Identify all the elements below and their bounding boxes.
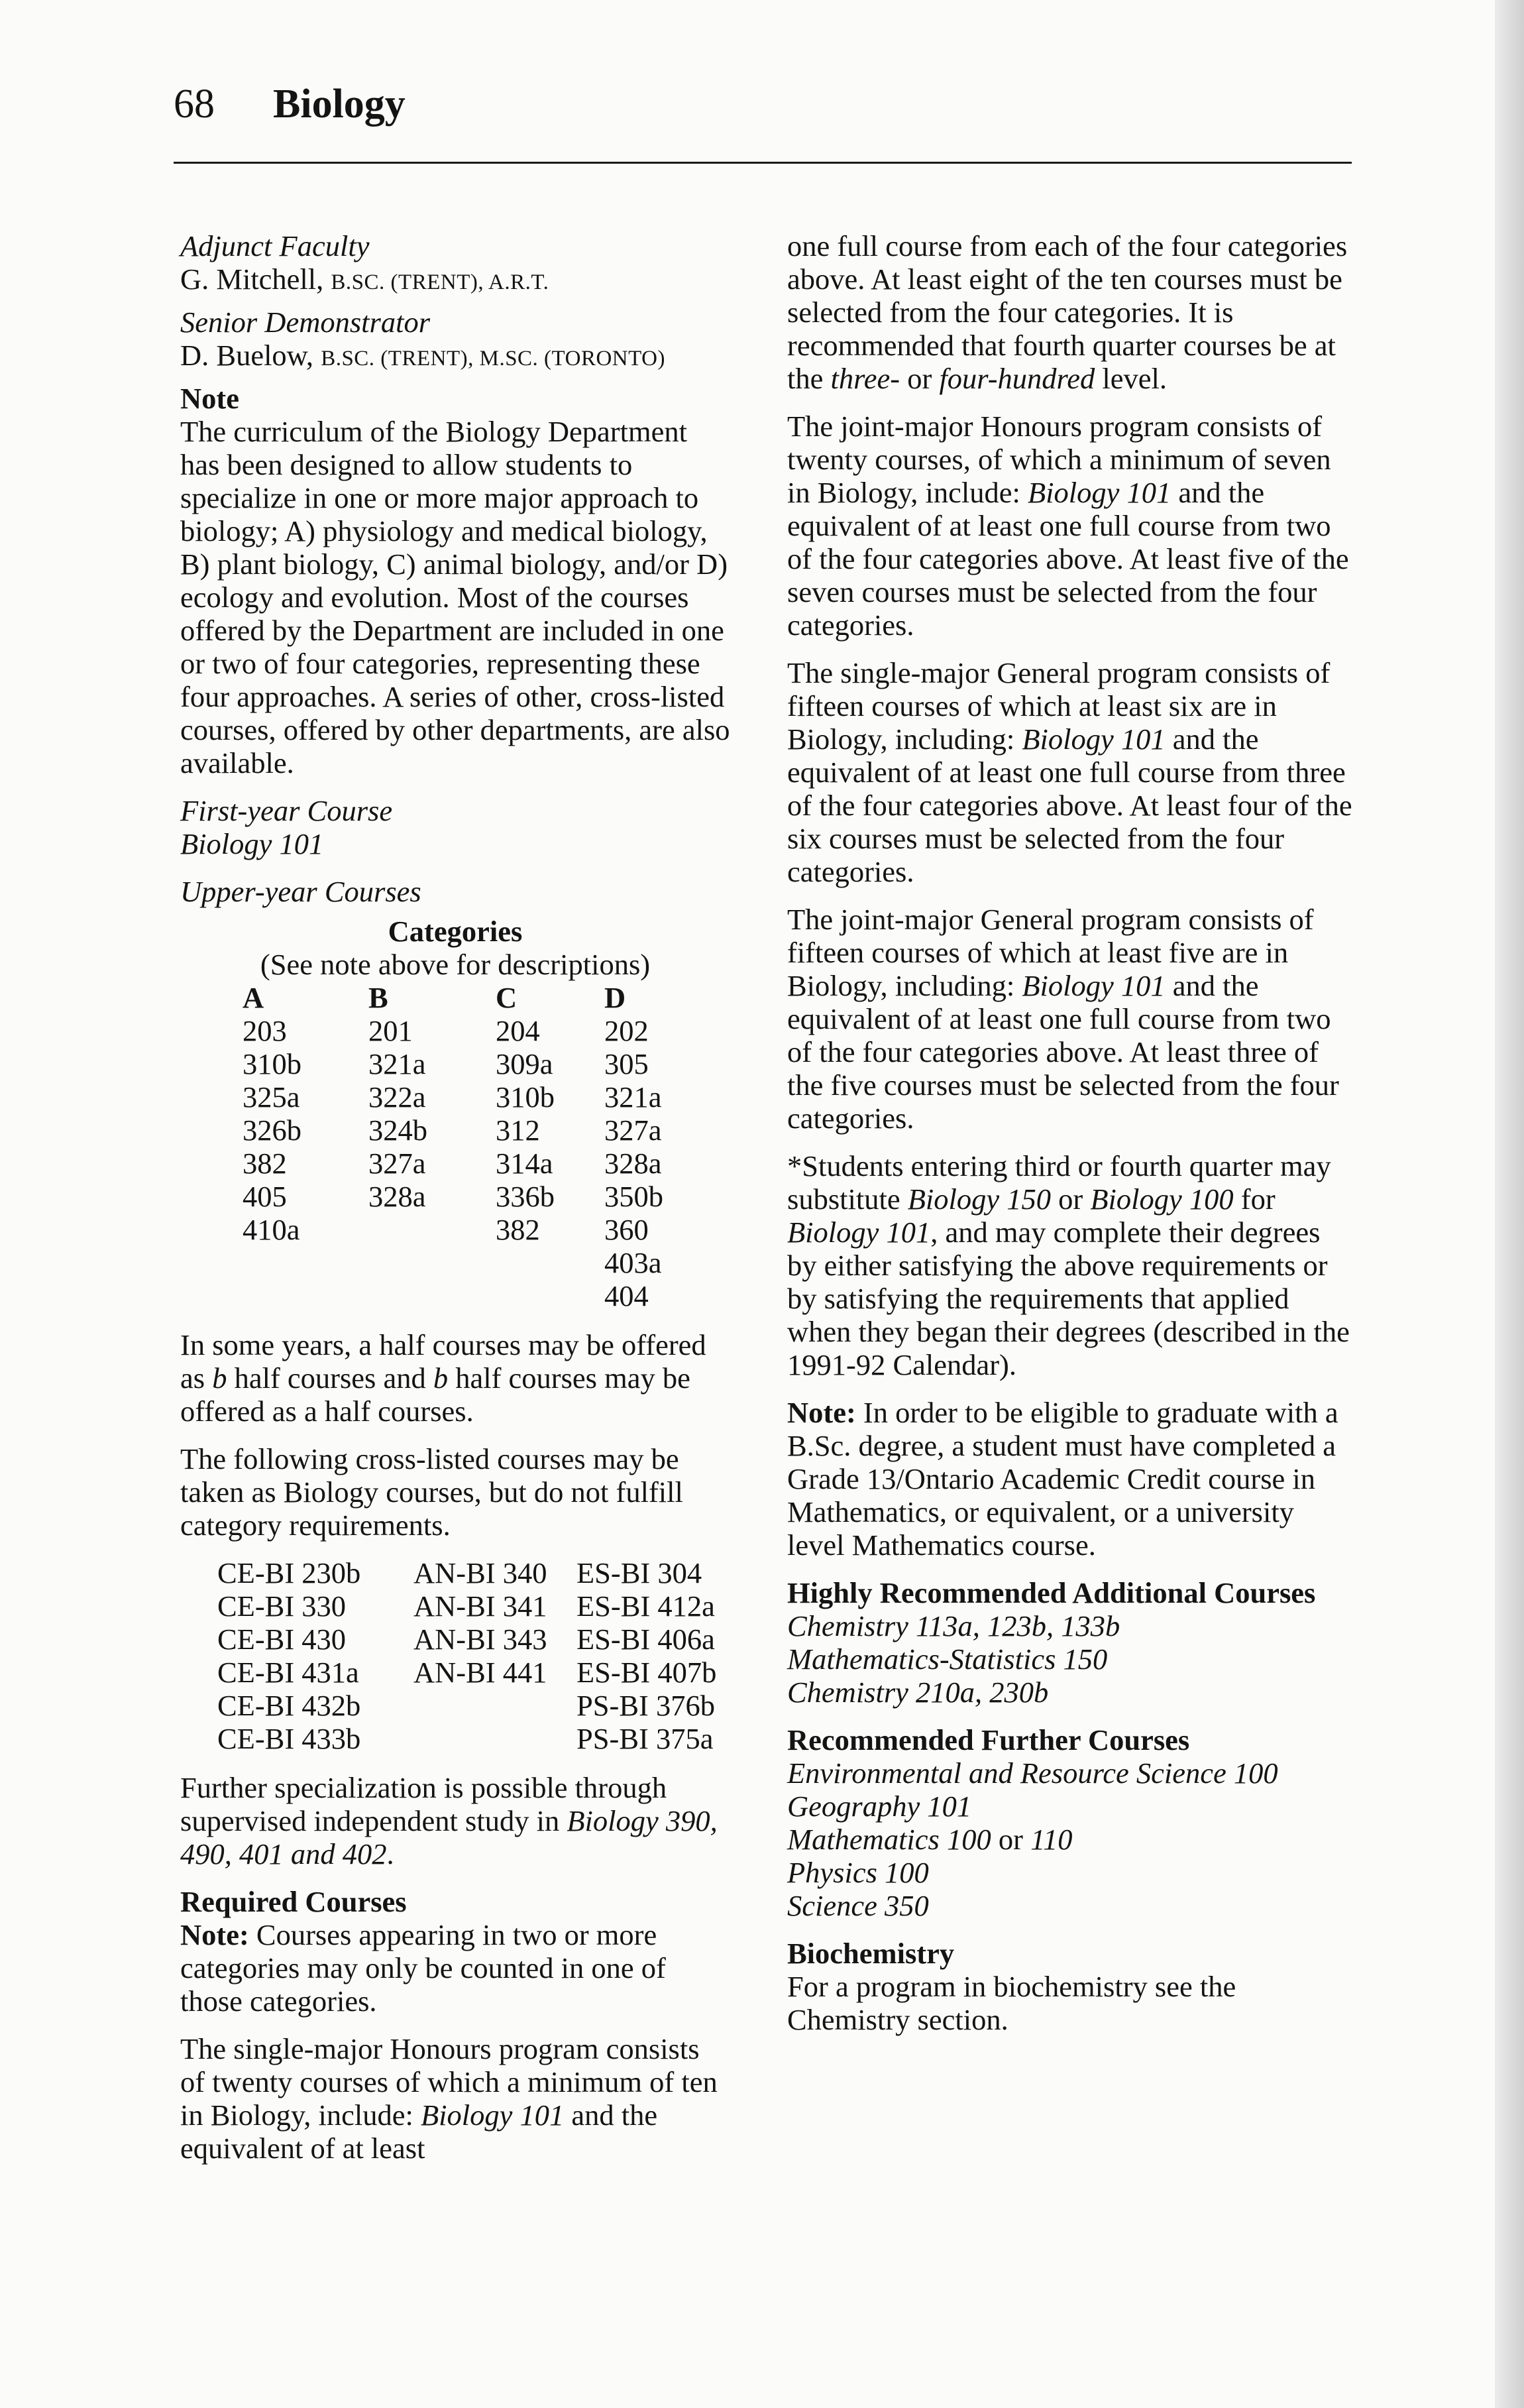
table-row xyxy=(243,1246,684,1279)
table-cell: 405 xyxy=(243,1180,287,1213)
table-cell: CE-BI 430 xyxy=(217,1623,347,1656)
table-cell: CE-BI 432b xyxy=(217,1689,361,1722)
text-run: , and may complete their degrees by either satisfying the above requirements or by satisfying the requirements that applied when they began their degrees (described in the 1991-92 Calendar). xyxy=(787,1216,1350,1381)
list-item: Physics 100 xyxy=(787,1856,929,1889)
text-run: Note: xyxy=(180,1918,249,1951)
biochemistry-heading: Biochemistry xyxy=(787,1937,955,1970)
table-row xyxy=(243,1279,684,1312)
header-rule xyxy=(174,162,1352,164)
first-year-course: Biology 101 xyxy=(180,827,324,860)
table-cell: 382 xyxy=(243,1147,287,1180)
table-cell xyxy=(413,1689,576,1722)
table-cell: ES-BI 412a xyxy=(576,1589,715,1623)
table-row xyxy=(243,1213,684,1246)
half-courses-paragraph xyxy=(180,1328,730,1428)
further-specialization-paragraph xyxy=(180,1771,730,1870)
list-item: Geography 101 xyxy=(787,1790,972,1823)
list-item xyxy=(787,1823,1357,1856)
table-cell: AN-BI 343 xyxy=(413,1623,547,1656)
text-run: Mathematics 100 xyxy=(787,1823,991,1856)
list-item: Chemistry 210a, 230b xyxy=(787,1676,1049,1709)
text-run: or xyxy=(991,1823,1031,1856)
text-run: Biology 101 xyxy=(420,2098,565,2132)
table-cell: 404 xyxy=(604,1279,649,1312)
table-cell xyxy=(368,1246,496,1279)
table-cell: 305 xyxy=(604,1047,649,1080)
running-head xyxy=(174,74,406,134)
honours-continuation xyxy=(787,229,1357,395)
table-row xyxy=(243,1147,684,1180)
text-run: half courses and xyxy=(227,1361,433,1395)
category-header: C xyxy=(496,981,517,1014)
text-run: . xyxy=(386,1837,394,1870)
table-row xyxy=(217,1689,729,1722)
text-run: In order to be eligible to graduate with a B.Sc. degree, a student must have completed a Grade 13/Ontario Academic Credit course in Mathematics, or equivalent, or a university level Mathematics course. xyxy=(787,1396,1338,1562)
joint-general-paragraph xyxy=(787,903,1357,1135)
table-cell: ES-BI 406a xyxy=(576,1623,715,1656)
table-cell: 326b xyxy=(243,1114,301,1147)
list-item: Environmental and Resource Science 100 xyxy=(787,1756,1278,1790)
categories-heading: Categories xyxy=(388,915,523,948)
text-run: Biology 101 xyxy=(1022,969,1166,1002)
text-run: and the equivalent of at least xyxy=(180,2098,658,2165)
text-run: or xyxy=(1051,1182,1091,1216)
text-run: Biology 101 xyxy=(1027,476,1171,509)
table-cell xyxy=(243,1279,368,1312)
table-cell: AN-BI 441 xyxy=(413,1656,547,1689)
category-header: D xyxy=(604,981,626,1014)
table-cell: 327a xyxy=(604,1114,662,1147)
table-cell: CE-BI 330 xyxy=(217,1589,347,1623)
text-run: Further specialization is possible through supervised independent study in xyxy=(180,1771,667,1837)
text-run: Biology 390, 490, 401 and 402 xyxy=(180,1804,718,1870)
text-run: three- xyxy=(830,362,900,395)
text-run: b xyxy=(433,1361,449,1395)
table-cell: 328a xyxy=(368,1180,426,1213)
table-cell xyxy=(496,1246,604,1279)
text-run: b xyxy=(212,1361,227,1395)
text-run: The joint-major Honours program consists of twenty courses, of which a minimum of seven in Biology, include: xyxy=(787,410,1331,509)
text-run: for xyxy=(1233,1182,1276,1216)
table-cell: 310b xyxy=(243,1047,301,1080)
required-courses-heading: Required Courses xyxy=(180,1885,407,1918)
note-heading: Note xyxy=(180,382,239,415)
text-run: Courses appearing in two or more categories may only be counted in one of those categories. xyxy=(180,1918,666,2018)
table-row xyxy=(243,1114,684,1147)
table-row xyxy=(217,1722,729,1755)
text-run: In some years, a half courses may be offered as xyxy=(180,1328,706,1395)
adjunct-name: G. Mitchell, xyxy=(180,262,324,296)
senior-demonstrator-degrees: B.SC. (TRENT), M.SC. (TORONTO) xyxy=(321,347,666,371)
table-cell: 309a xyxy=(496,1047,553,1080)
table-cell: 325a xyxy=(243,1080,300,1114)
text-run: The joint-major General program consists of fifteen courses of which at least five are in Biology, including: xyxy=(787,903,1314,1002)
table-cell: 322a xyxy=(368,1080,426,1114)
table-row xyxy=(217,1623,729,1656)
senior-demonstrator-entry xyxy=(180,339,730,375)
text-run: Biology 100 xyxy=(1090,1182,1234,1216)
text-run: Note: xyxy=(787,1396,856,1429)
category-header: B xyxy=(368,981,388,1014)
text-run: and the equivalent of at least one full course from two of the four categories above. At least five of the seven courses must be selected from the four categories. xyxy=(787,476,1349,642)
table-cell: 324b xyxy=(368,1114,427,1147)
adjunct-label: Adjunct Faculty xyxy=(180,229,370,262)
table-cell: 201 xyxy=(368,1014,413,1047)
right-column xyxy=(787,229,1357,2051)
table-cell: CE-BI 433b xyxy=(217,1722,361,1755)
crosslisted-intro: The following cross-listed courses may be taken as Biology courses, but do not fulfill category requirements. xyxy=(180,1442,683,1542)
table-cell: 204 xyxy=(496,1014,540,1047)
table-cell: 336b xyxy=(496,1180,555,1213)
table-row xyxy=(243,1180,684,1213)
table-cell xyxy=(368,1279,496,1312)
text-run: four-hundred xyxy=(939,362,1095,395)
category-header: A xyxy=(243,981,264,1014)
table-row xyxy=(243,1080,684,1114)
single-general-paragraph xyxy=(787,656,1357,888)
biochemistry-text: For a program in biochemistry see the Chemistry section. xyxy=(787,1970,1236,2036)
table-row xyxy=(243,1047,684,1080)
senior-demonstrator-name: D. Buelow, xyxy=(180,339,314,372)
text-run: The single-major Honours program consists of twenty courses of which a minimum of ten in Biology, include: xyxy=(180,2032,718,2132)
table-cell: CE-BI 431a xyxy=(217,1656,359,1689)
table-cell: ES-BI 407b xyxy=(576,1656,717,1689)
section-title: Biology xyxy=(273,82,406,127)
table-cell: 360 xyxy=(604,1213,649,1246)
text-run: *Students entering third or fourth quarter may substitute xyxy=(787,1149,1331,1216)
list-item: Chemistry 113a, 123b, 133b xyxy=(787,1609,1120,1642)
table-cell: 321a xyxy=(604,1080,662,1114)
required-note xyxy=(180,1918,730,2018)
table-cell: 327a xyxy=(368,1147,426,1180)
honours-paragraph xyxy=(180,2032,730,2165)
text-run: and the equivalent of at least one full course from two of the four categories above. At least three of the five courses must be selected from the four categories. xyxy=(787,969,1339,1135)
table-cell: ES-BI 304 xyxy=(576,1556,702,1589)
table-cell xyxy=(368,1213,496,1246)
recommended-further-heading: Recommended Further Courses xyxy=(787,1723,1190,1756)
text-run: Biology 150 xyxy=(907,1182,1052,1216)
page-number: 68 xyxy=(174,82,215,127)
list-item: Science 350 xyxy=(787,1889,929,1922)
text-run: or xyxy=(900,362,940,395)
categories-note: (See note above for descriptions) xyxy=(260,948,651,981)
table-cell: 403a xyxy=(604,1246,662,1279)
text-run: and the equivalent of at least one full course from three of the four categories above. At least four of the six courses must be selected from the four categories. xyxy=(787,722,1352,888)
table-row xyxy=(243,1014,684,1047)
text-run: 110 xyxy=(1030,1823,1073,1856)
table-cell: 314a xyxy=(496,1147,553,1180)
crosslisted-table xyxy=(217,1556,729,1755)
highly-recommended-heading: Highly Recommended Additional Courses xyxy=(787,1576,1316,1609)
table-row xyxy=(217,1589,729,1623)
table-cell: 382 xyxy=(496,1213,540,1246)
text-run: Biology 101 xyxy=(787,1216,931,1249)
first-year-label: First-year Course xyxy=(180,794,393,827)
joint-honours-paragraph xyxy=(787,410,1357,642)
table-cell: 202 xyxy=(604,1014,649,1047)
adjunct-entry xyxy=(180,262,730,299)
substitution-paragraph xyxy=(787,1149,1357,1381)
adjunct-degrees: B.SC. (TRENT), A.R.T. xyxy=(331,270,549,294)
categories-header-row xyxy=(243,981,684,1014)
list-item: Mathematics-Statistics 150 xyxy=(787,1642,1108,1676)
table-cell xyxy=(496,1279,604,1312)
table-cell: CE-BI 230b xyxy=(217,1556,361,1589)
page-edge-shadow xyxy=(1495,0,1524,2408)
upper-year-label: Upper-year Courses xyxy=(180,875,421,908)
table-cell: AN-BI 340 xyxy=(413,1556,547,1589)
table-row xyxy=(217,1556,729,1589)
table-cell: PS-BI 376b xyxy=(576,1689,715,1722)
text-run: level. xyxy=(1095,362,1167,395)
table-row xyxy=(217,1656,729,1689)
text-run: The single-major General program consists of fifteen courses of which at least six are in Biology, including: xyxy=(787,656,1331,756)
table-cell: AN-BI 341 xyxy=(413,1589,547,1623)
table-cell: 328a xyxy=(604,1147,662,1180)
table-cell xyxy=(413,1722,576,1755)
text-run: Biology 101 xyxy=(1022,722,1166,756)
table-cell: 410a xyxy=(243,1213,300,1246)
table-cell: PS-BI 375a xyxy=(576,1722,714,1755)
categories-table xyxy=(243,981,684,1312)
table-cell: 203 xyxy=(243,1014,287,1047)
text-run: one full course from each of the four categories above. At least eight of the ten courses must be selected from the four categories. It is recommended that fourth quarter courses be at the xyxy=(787,229,1348,395)
note-text: The curriculum of the Biology Department has been designed to allow students to specialize in one or more major approach to biology; A) physiology and medical biology, B) plant biology, C) animal biology, and/or D) ecology and evolution. Most of the courses offered by the Department are included in one or two of four categories, representing these four approaches. A series of other, cross-listed courses, offered by other departments, are also available. xyxy=(180,415,730,779)
table-cell xyxy=(243,1246,368,1279)
text-run: half courses may be offered as a half courses. xyxy=(180,1361,690,1428)
table-cell: 310b xyxy=(496,1080,555,1114)
table-cell: 350b xyxy=(604,1180,663,1213)
left-column xyxy=(180,229,730,2179)
table-cell: 321a xyxy=(368,1047,426,1080)
senior-demonstrator-label: Senior Demonstrator xyxy=(180,306,431,339)
graduation-note xyxy=(787,1396,1357,1562)
table-cell: 312 xyxy=(496,1114,540,1147)
